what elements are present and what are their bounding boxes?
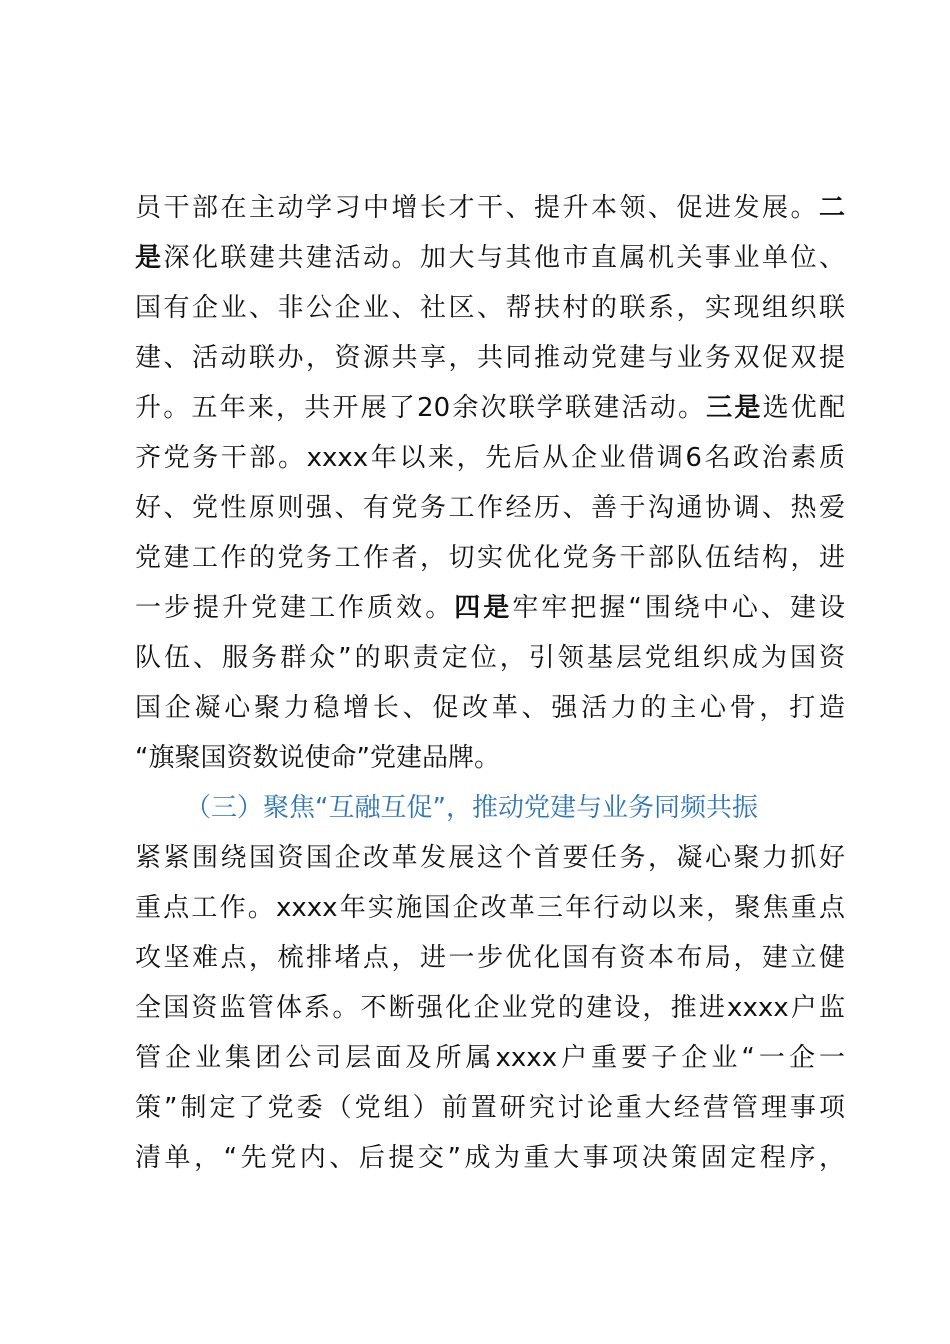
text-run: 深化联建共建活动。加大与其他市直属机关事业单位、 (163, 243, 845, 273)
text-run: 好、党性原则强、有党务工作经历、善于沟通协调、热爱 (135, 493, 845, 523)
text-run: 员干部在主动学习中增长才干、提升本领、促进发展。 (135, 193, 819, 223)
text-run: 选优配 (762, 393, 845, 423)
text-run: 升。五年来，共开展了20余次联学联建活动。 (135, 393, 707, 423)
paragraph1-line-8 (135, 533, 845, 583)
text-run: “旗聚国资数说使命”党建品牌。 (135, 743, 500, 773)
text-run: 牢牢把握“围绕中心、建设 (512, 593, 845, 623)
paragraph2-line-2: 重点工作。xxxx年实施国企改革三年行动以来，聚焦重点 (135, 893, 845, 923)
paragraph1-line-5 (135, 383, 845, 433)
body-text (135, 183, 845, 1183)
paragraph2-line-6: 策”制定了党委（党组）前置研究讨论重大经营管理事项 (135, 1093, 845, 1123)
paragraph2-line-3: 攻坚难点，梳排堵点，进一步优化国有资本布局，建立健 (135, 943, 845, 973)
paragraph2-line-7: 清单，“先党内、后提交”成为重大事项决策固定程序， (135, 1143, 845, 1173)
bold-ordinal: 三是 (706, 393, 763, 423)
bold-ordinal: 二 (818, 193, 845, 223)
paragraph1-line-4 (135, 333, 845, 383)
paragraph1-line-1 (135, 183, 845, 233)
section-heading: （三）聚焦“互融互促”，推动党建与业务同频共振 (185, 793, 758, 823)
paragraph2-line-4: 全国资监管体系。不断强化企业党的建设，推进xxxx户监 (135, 993, 845, 1023)
text-run: 建、活动联办，资源共享，共同推动党建与业务双促双提 (135, 343, 845, 373)
paragraph1-line-2 (135, 233, 845, 283)
text-run: 队伍、服务群众”的职责定位，引领基层党组织成为国资 (135, 643, 845, 673)
bold-ordinal: 是 (135, 243, 164, 273)
text-run: 国企凝心聚力稳增长、促改革、强活力的主心骨，打造 (135, 693, 845, 723)
paragraph1-line-7 (135, 483, 845, 533)
text-run: 国有企业、非公企业、社区、帮扶村的联系，实现组织联 (135, 293, 845, 323)
paragraph1-line-12 (135, 733, 845, 783)
paragraph2-line-5: 管企业集团公司层面及所属xxxx户重要子企业“一企一 (135, 1043, 845, 1073)
bold-ordinal: 四是 (454, 593, 513, 623)
paragraph2-line-1: 紧紧围绕国资国企改革发展这个首要任务，凝心聚力抓好 (135, 843, 845, 873)
paragraph1-line-11 (135, 683, 845, 733)
text-run: 齐党务干部。xxxx年以来，先后从企业借调6名政治素质 (135, 443, 845, 473)
paragraph1-line-9 (135, 583, 845, 633)
paragraph1-line-3 (135, 283, 845, 333)
paragraph1-line-10 (135, 633, 845, 683)
text-run: 党建工作的党务工作者，切实优化党务干部队伍结构，进 (135, 543, 845, 573)
text-run: 一步提升党建工作质效。 (135, 593, 455, 623)
paragraph1-line-6 (135, 433, 845, 483)
